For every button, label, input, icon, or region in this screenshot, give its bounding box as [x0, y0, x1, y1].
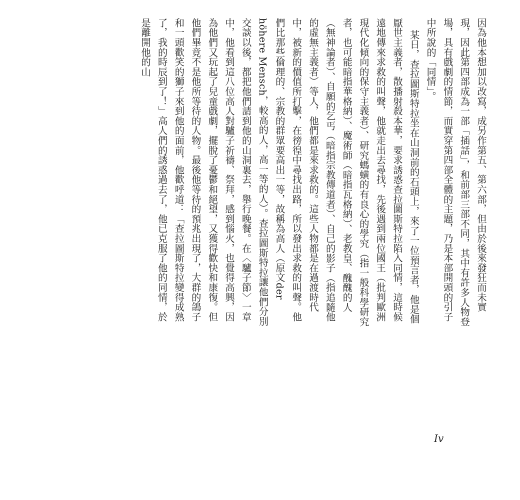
- paragraph-2: 某日，查拉圖斯特拉坐在山洞前的石頭上，來了一位預言者，他是個厭世主義者，散播射殺本華，要求誘惑查拉圖斯特拉陷入同情，這時候遠地傳來求救的叫聲，他就走出去尋找，先後遇到兩位國王（批判歐洲現代化傾向的保守主義者）、研究螞蟥的有良心的學究（指一般科學研究者，也可能暗指華格納）、魔術師（暗指瓦格納）、老教皇、醜醜的人（無神論者）、自願的乞丐（暗指宗教傳道者）、自己的影子（指追隨他的虛無主義者）等人，他們都是來求救的。這些人物都是在過渡時代中，被新的價值所打擊，在徬徨中尋找出路，所以發出求救的叫聲。他們比那些倫理的、宗教的群眾要高出一等，故稱為高人（原文der höhere Mensch，較高的人，高一等的人）。查拉圖斯特拉讓他們分別交談以後，都把他們請到他的山洞裏去，舉行晚餐。在〈驢子節〉一章中，他看到這八位高人對驢子祈禱、祭拜，感到惱火，也覺得高興，因為他們又玩起了兒童戲劇，擺脫了憂鬱和絕望，又獲得歡快和康復。但他們畢竟不是他所等待的人物。最後他等待的預兆出現了，大群的鴿子和一頭歡笑的獅子來到他的面前，他歡呼道：「查拉圖斯特拉變得成熟了，我的時辰到了！」高人們的誘惑過去了，他已克服了他的同情，於是離開他的山: [139, 18, 419, 327]
- page-number: Iv: [434, 434, 444, 445]
- paragraph-1: 因為他本想加以改寫，成另作第五、第六部，但由於後來發狂而未實現，因此第四部成為一部「插話」，和前部三部不同，其中有許多人物登場，具有戲劇的情節，而實穿第四部全體的主題，乃是本部開頭的引子中所說的「同情」。: [424, 18, 486, 327]
- body-text: [135, 18, 488, 330]
